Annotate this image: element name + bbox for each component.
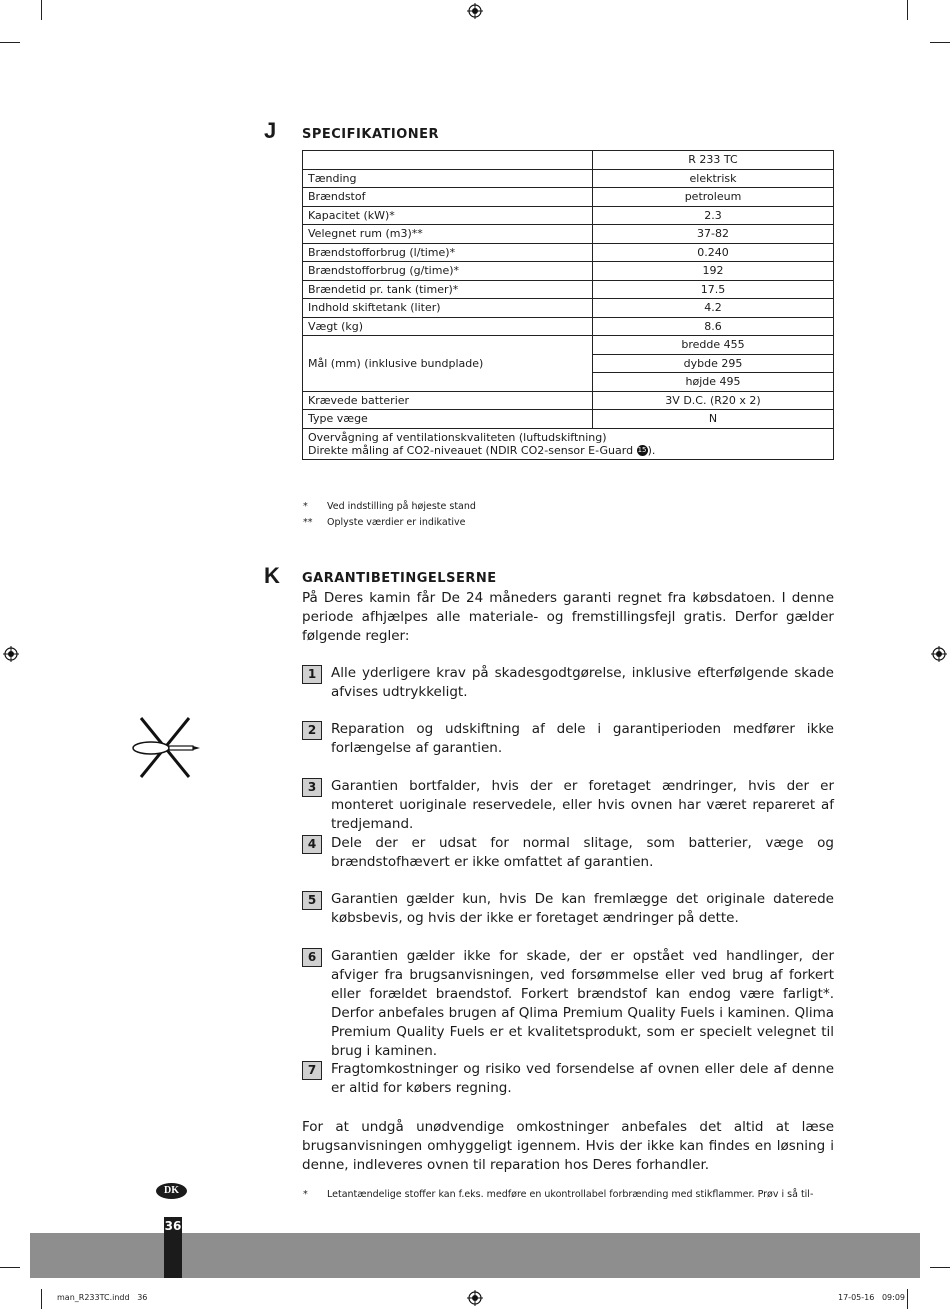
footnote [303, 517, 466, 528]
footnote-mark: * [303, 501, 308, 512]
row-value: 2.3 [593, 206, 834, 225]
row-value: elektrisk [593, 169, 834, 188]
crop-mark [41, 0, 42, 20]
row-label: Velegnet rum (m3)** [303, 225, 593, 244]
co2-note [303, 428, 834, 459]
section-letter-k: K [264, 563, 280, 588]
table-row [303, 280, 834, 299]
item-number: 7 [302, 1061, 322, 1080]
table-row [303, 391, 834, 410]
table-row [303, 243, 834, 262]
page-number: 36 [164, 1219, 182, 1233]
crop-mark [907, 0, 908, 20]
table-row [303, 169, 834, 188]
row-value: 3V D.C. (R20 x 2) [593, 391, 834, 410]
co2-note-line1: Overvågning af ventilationskvaliteten (luftudskiftning) [308, 430, 607, 444]
row-value: 37-82 [593, 225, 834, 244]
slug-date: 17-05-16 09:09 [838, 1293, 905, 1302]
dimension-depth: dybde 295 [593, 354, 834, 373]
crop-mark [907, 1289, 908, 1309]
row-label: Brændstofforbrug (l/time)* [303, 243, 593, 262]
footnote [303, 1189, 813, 1200]
table-row [303, 428, 834, 459]
row-value: N [593, 410, 834, 429]
table-row [303, 336, 834, 355]
section-title-specifications: SPECIFIKATIONER [302, 127, 440, 142]
crop-mark [930, 1267, 950, 1268]
footnote-text: Ved indstilling på højeste stand [327, 501, 476, 512]
row-label: Krævede batterier [303, 391, 593, 410]
footnote [303, 501, 476, 512]
footnote-text: Oplyste værdier er indikative [327, 517, 466, 528]
table-row [303, 225, 834, 244]
crop-mark [41, 1289, 42, 1309]
row-value: 0.240 [593, 243, 834, 262]
row-label: Kapacitet (kW)* [303, 206, 593, 225]
row-label: Brændstofforbrug (g/time)* [303, 262, 593, 281]
item-text: Fragtomkostninger og risiko ved forsendelse af ovnen eller dele af denne er altid for købers regning. [331, 1061, 834, 1096]
item-text: Reparation og udskiftning af dele i garantiperioden medfører ikke forlængelse af garantien. [331, 721, 834, 756]
row-label: Vægt (kg) [303, 317, 593, 336]
item-text: Garantien gælder kun, hvis De kan fremlægge det originale daterede købsbevis, og hvis der ikke er foretaget ændringer på dette. [331, 891, 834, 926]
item-number: 1 [302, 665, 322, 684]
row-label: Indhold skiftetank (liter) [303, 299, 593, 318]
model-header: R 233 TC [593, 151, 834, 170]
crop-mark [0, 42, 20, 43]
callout-number-badge: 15 [637, 446, 647, 454]
footnote-mark: ** [303, 517, 313, 528]
spec-table [302, 150, 834, 460]
slug-file: man_R233TC.indd 36 [57, 1293, 148, 1302]
registration-mark-icon [467, 1290, 483, 1306]
dimension-width: bredde 455 [593, 336, 834, 355]
row-value: petroleum [593, 188, 834, 207]
row-value: 4.2 [593, 299, 834, 318]
table-row [303, 299, 834, 318]
table-row [303, 410, 834, 429]
item-number: 2 [302, 721, 322, 740]
language-badge: DK [156, 1183, 187, 1199]
table-row [303, 206, 834, 225]
row-label: Brændetid pr. tank (timer)* [303, 280, 593, 299]
item-text: Alle yderligere krav på skadesgodtgørelse, inklusive efterfølgende skade afvises udtrykkeligt. [331, 665, 834, 700]
footnote-text: Letantændelige stoffer kan f.eks. medføre en ukontrollabel forbrænding med stikflammer. Prøv i så til- [327, 1189, 814, 1200]
item-number: 5 [302, 891, 322, 910]
table-row [303, 188, 834, 207]
registration-mark-icon [931, 646, 947, 662]
registration-mark-icon [467, 3, 483, 19]
row-label: Tænding [303, 169, 593, 188]
item-text: Dele der er udsat for normal slitage, som batterier, væge og brændstofhævert er ikke omfattet af garantien. [331, 835, 834, 870]
item-number: 3 [302, 778, 322, 797]
item-number: 4 [302, 835, 322, 854]
dimension-height: højde 495 [593, 373, 834, 392]
co2-note-line2: Direkte måling af CO2-niveauet (NDIR CO2-sensor E-Guard [308, 443, 637, 457]
warranty-intro: På Deres kamin får De 24 måneders garanti regnet fra købsdatoen. I denne periode afhjælpes alle materiale- og fremstillingsfejl gratis. Derfor gælder følgende regler: [302, 590, 834, 644]
crop-mark [930, 42, 950, 43]
table-cell-empty [303, 151, 593, 170]
item-text: Garantien gælder ikke for skade, der er opstået ved handlinger, der afviger fra brugsanvisningen, ved forsømmelse eller ved brug af forkert eller forældet braendstof. Forkert brændstof kan endog være farligt*. Derfor anbefales brugen af Qlima Premium Quality Fuels i kaminen. Qlima Premium Quality Fuels er et kvalitetsprodukt, som er specielt velegnet til brug i kaminen. [331, 948, 834, 1059]
co2-note-end: ). [647, 443, 656, 457]
table-row [303, 317, 834, 336]
no-screwdriver-icon [131, 715, 201, 780]
row-value: 17.5 [593, 280, 834, 299]
dimensions-label: Mål (mm) (inklusive bundplade) [303, 336, 593, 392]
table-row [303, 151, 834, 170]
row-value: 192 [593, 262, 834, 281]
row-label: Brændstof [303, 188, 593, 207]
footnote-mark: * [303, 1189, 308, 1200]
table-row [303, 262, 834, 281]
row-value: 8.6 [593, 317, 834, 336]
section-letter-j: J [264, 118, 277, 143]
row-label: Type væge [303, 410, 593, 429]
item-text: Garantien bortfalder, hvis der er foretaget ændringer, hvis der er monteret uoriginale reservedele, eller hvis ovnen har været repareret af tredjemand. [331, 778, 834, 832]
item-number: 6 [302, 948, 322, 967]
registration-mark-icon [3, 646, 19, 662]
section-title-warranty: GARANTIBETINGELSERNE [302, 571, 497, 586]
warranty-outro: For at undgå unødvendige omkostninger anbefales det altid at læse brugsanvisningen omhyggeligt igennem. Hvis der ikke kan findes en løsning i denne, indleveres ovnen til reparation hos Deres forhandler. [302, 1119, 834, 1173]
crop-mark [0, 1267, 20, 1268]
